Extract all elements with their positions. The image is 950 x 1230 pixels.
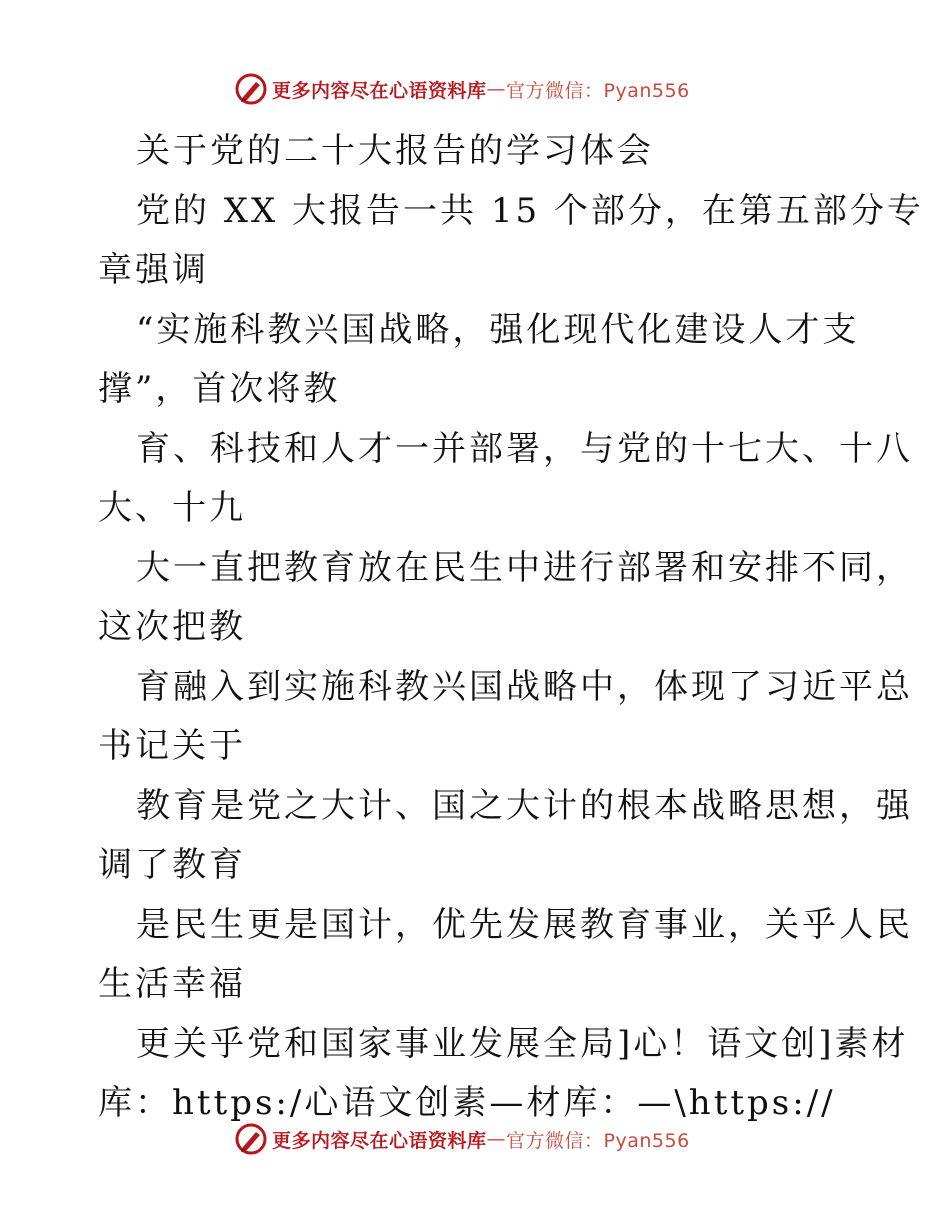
- doc-line: 撑”，首次将教: [98, 369, 341, 409]
- footer-banner: [234, 1122, 690, 1156]
- doc-line: 大一直把教育放在民生中进行部署和安排不同，: [136, 547, 913, 588]
- banner-text: 更多内容尽在心语资料库: [272, 79, 487, 102]
- doc-line: 书记关于: [98, 726, 246, 766]
- banner-text: 更多内容尽在心语资料库: [272, 1129, 487, 1152]
- banner-wechat: 官方微信：Pyan556: [506, 79, 690, 102]
- doc-line: 大、十九: [98, 488, 246, 528]
- banner-dash: —: [486, 1128, 507, 1150]
- doc-line: 生活幸福: [98, 964, 246, 1004]
- banner-wechat: 官方微信：Pyan556: [506, 1129, 690, 1152]
- doc-line: 育、科技和人才一并部署，与党的十七大、十八: [136, 428, 913, 469]
- doc-line: 是民生更是国计，优先发展教育事业，关乎人民: [136, 904, 913, 945]
- doc-line: 这次把教: [98, 607, 246, 647]
- doc-line: 教育是党之大计、国之大计的根本战略思想，强: [136, 785, 913, 826]
- doc-line: 党的 XX 大报告一共 15 个部分，在第五部分专: [136, 190, 924, 231]
- doc-line: 章强调: [98, 250, 209, 290]
- doc-title: 关于党的二十大报告的学习体会: [136, 131, 654, 171]
- doc-line: 调了教育: [98, 845, 246, 885]
- pen-logo-icon: [234, 72, 268, 106]
- doc-line: 更关乎党和国家事业发展全局]心！语文创]素材: [136, 1023, 909, 1064]
- pen-logo-icon: [234, 1122, 268, 1156]
- header-banner: [234, 72, 690, 106]
- document-body: [98, 122, 924, 1134]
- doc-line: “实施科教兴国战略，强化现代化建设人才支: [136, 309, 860, 350]
- doc-line: 库：https:/心语文创素—材库：—\https://: [98, 1083, 836, 1123]
- banner-dash: —: [486, 78, 507, 100]
- doc-line: 育融入到实施科教兴国战略中，体现了习近平总: [136, 666, 913, 707]
